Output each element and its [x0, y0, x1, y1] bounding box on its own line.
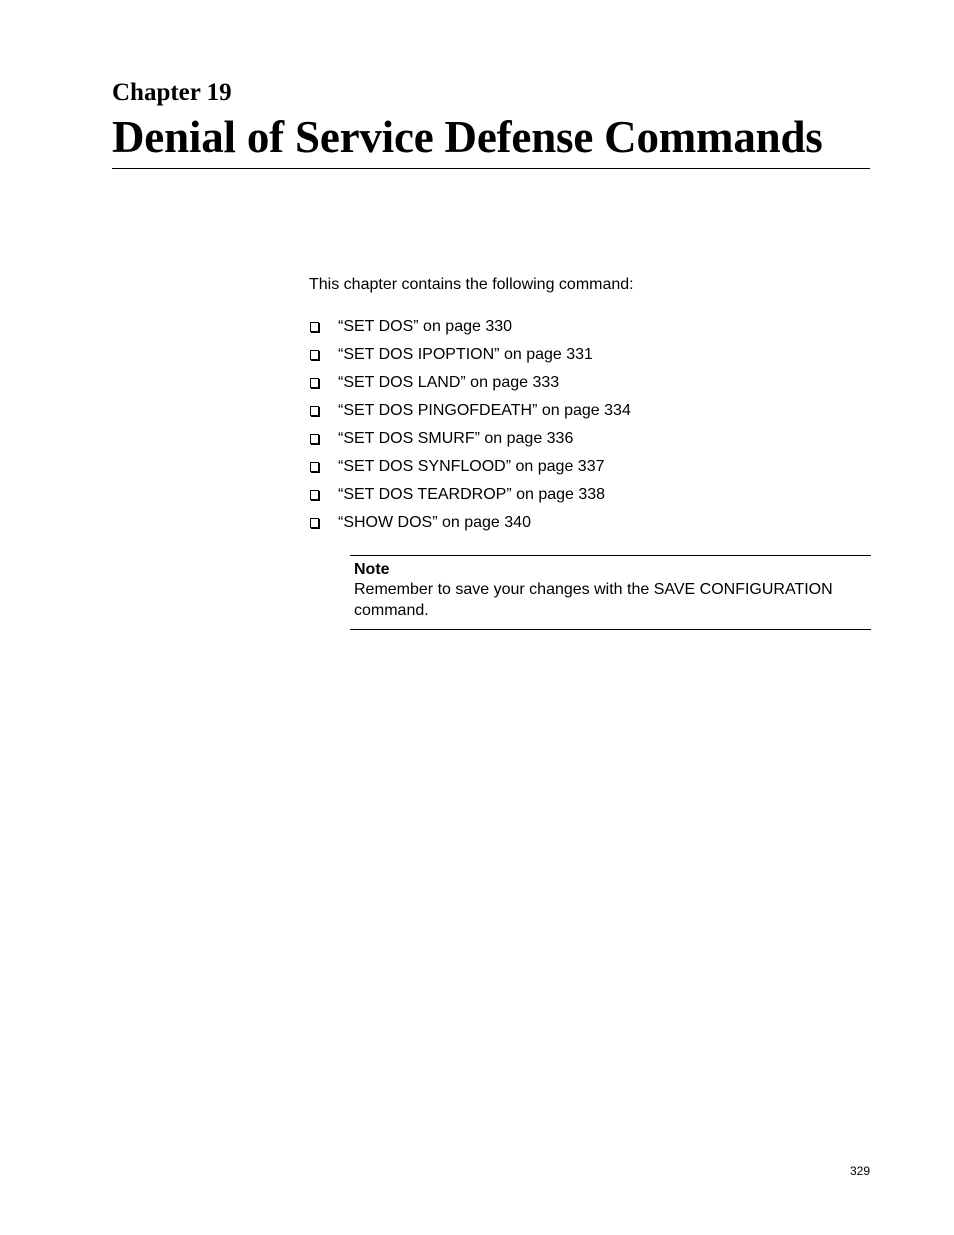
list-item	[309, 341, 631, 369]
list-item	[309, 481, 631, 509]
command-link-set-dos[interactable]: “SET DOS” on page 330	[338, 318, 513, 335]
list-item	[309, 509, 631, 537]
title-divider	[112, 168, 870, 169]
checkbox-bullet-icon	[310, 462, 319, 472]
checkbox-bullet-icon	[310, 490, 319, 500]
list-item	[309, 425, 631, 453]
chapter-label: Chapter 19	[112, 79, 232, 106]
command-link-set-dos-synflood[interactable]: “SET DOS SYNFLOOD” on page 337	[338, 458, 605, 475]
command-link-set-dos-pingofdeath[interactable]: “SET DOS PINGOFDEATH” on page 334	[338, 402, 631, 419]
chapter-title: Denial of Service Defense Commands	[112, 112, 823, 162]
note-box	[350, 555, 871, 630]
note-text: Remember to save your changes with the SAVE CONFIGURATION command.	[354, 581, 833, 619]
intro-text: This chapter contains the following command:	[309, 276, 634, 293]
command-link-set-dos-smurf[interactable]: “SET DOS SMURF” on page 336	[338, 430, 574, 447]
command-link-set-dos-teardrop[interactable]: “SET DOS TEARDROP” on page 338	[338, 486, 606, 503]
checkbox-bullet-icon	[310, 350, 319, 360]
checkbox-bullet-icon	[310, 406, 319, 416]
list-item	[309, 453, 631, 481]
checkbox-bullet-icon	[310, 378, 319, 388]
command-link-set-dos-ipoption[interactable]: “SET DOS IPOPTION” on page 331	[338, 346, 593, 363]
command-list	[309, 313, 631, 537]
checkbox-bullet-icon	[310, 518, 319, 528]
list-item	[309, 369, 631, 397]
command-link-set-dos-land[interactable]: “SET DOS LAND” on page 333	[338, 374, 560, 391]
command-link-show-dos[interactable]: “SHOW DOS” on page 340	[338, 514, 531, 531]
note-heading: Note	[354, 561, 390, 578]
list-item	[309, 313, 631, 341]
list-item	[309, 397, 631, 425]
page-number: 329	[849, 1164, 870, 1178]
checkbox-bullet-icon	[310, 434, 319, 444]
checkbox-bullet-icon	[310, 322, 319, 332]
